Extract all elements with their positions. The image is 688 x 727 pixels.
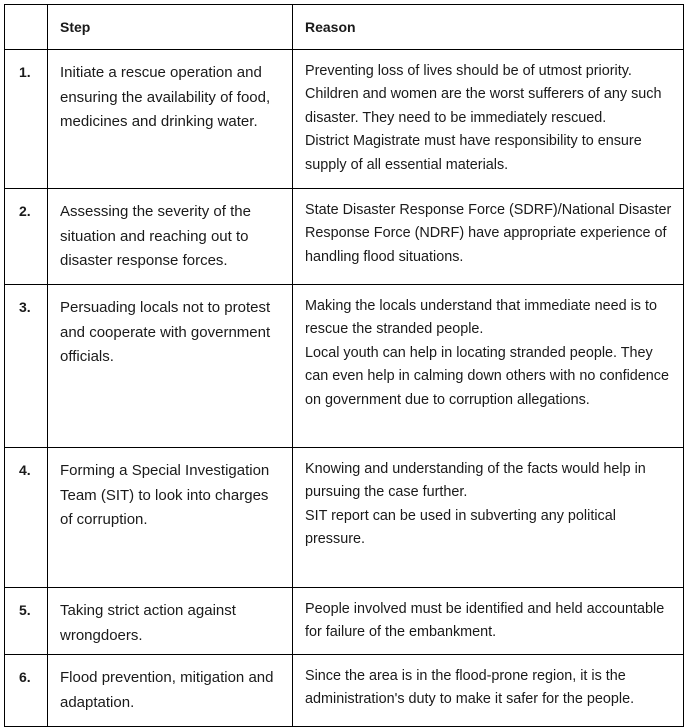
table-row — [5, 588, 684, 655]
reason-line: SIT report can be used in subverting any political pressure. — [305, 507, 616, 548]
reason-line: Knowing and understanding of the facts would help in pursuing the case further. — [305, 461, 646, 501]
step-cell: Taking strict action against wrongdoers. — [48, 588, 293, 655]
reason-line: Preventing loss of lives should be of utmost priority. Children and women are the worst sufferers of any such disaster. They need to be immediately rescued. — [305, 63, 662, 126]
header-reason: Reason — [293, 5, 684, 50]
table-row — [5, 655, 684, 727]
table-row — [5, 285, 684, 448]
step-cell: Forming a Special Investigation Team (SIT) to look into charges of corruption. — [48, 448, 293, 588]
table-row — [5, 448, 684, 588]
step-cell: Assessing the severity of the situation and reaching out to disaster response forces. — [48, 189, 293, 285]
reason-cell — [293, 50, 684, 189]
row-number: 5. — [5, 588, 48, 655]
row-number: 6. — [5, 655, 48, 727]
header-step: Step — [48, 5, 293, 50]
reason-line: People involved must be identified and held accountable for failure of the embankment. — [305, 601, 665, 641]
table-row — [5, 50, 684, 189]
table-row — [5, 189, 684, 285]
reason-line: Since the area is in the flood-prone region, it is the administration's duty to make it safer for the people. — [305, 668, 635, 708]
reason-cell — [293, 448, 684, 588]
header-row — [5, 5, 684, 50]
row-number: 2. — [5, 189, 48, 285]
reason-cell — [293, 285, 684, 448]
header-number — [5, 5, 48, 50]
step-cell: Initiate a rescue operation and ensuring the availability of food, medicines and drinking water. — [48, 50, 293, 189]
step-cell: Flood prevention, mitigation and adaptation. — [48, 655, 293, 727]
row-number: 1. — [5, 50, 48, 189]
steps-table — [4, 4, 684, 727]
reason-line: Local youth can help in locating stranded people. They can even help in calming down others with no confidence on government due to corruption allegations. — [305, 344, 669, 408]
reason-cell — [293, 189, 684, 285]
reason-line: State Disaster Response Force (SDRF)/National Disaster Response Force (NDRF) have appropriate experience of handling flood situations. — [305, 202, 672, 265]
reason-cell — [293, 588, 684, 655]
row-number: 4. — [5, 448, 48, 588]
step-cell: Persuading locals not to protest and cooperate with government officials. — [48, 285, 293, 448]
reason-line: Making the locals understand that immediate need is to rescue the stranded people. — [305, 298, 657, 338]
reason-line: District Magistrate must have responsibility to ensure supply of all essential materials. — [305, 133, 642, 173]
reason-cell — [293, 655, 684, 727]
row-number: 3. — [5, 285, 48, 448]
